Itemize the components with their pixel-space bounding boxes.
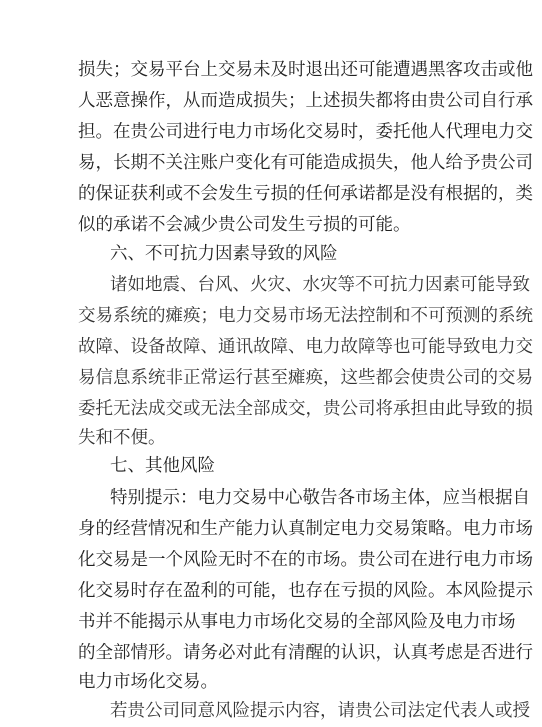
paragraph-3-line-5: 书并不能揭示从事电力市场化交易的全部风险及电力市场: [78, 612, 516, 632]
paragraph-3-line-1: 特别提示：电力交易中心敬告各市场主体，应当根据自: [110, 488, 530, 508]
paragraph-1-line-2: 人恶意操作，从而造成损失；上述损失都将由贵公司自行承: [78, 91, 533, 111]
paragraph-3-line-6: 的全部情形。请务必对此有清醒的认识，认真考虑是否进行: [78, 643, 533, 663]
paragraph-3-line-7: 电力市场化交易。: [78, 672, 218, 692]
paragraph-3-line-2: 身的经营情况和生产能力认真制定电力交易策略。电力市场: [78, 519, 533, 539]
paragraph-1-line-3: 担。在贵公司进行电力市场化交易时，委托他人代理电力交: [78, 122, 533, 142]
section-heading-force-majeure: 六、不可抗力因素导致的风险: [110, 244, 338, 264]
paragraph-2-line-6: 失和不便。: [78, 428, 166, 448]
paragraph-1-line-5: 的保证获利或不会发生亏损的任何承诺都是没有根据的，类: [78, 184, 533, 204]
paragraph-3-line-3: 化交易是一个风险无时不在的市场。贵公司在进行电力市场: [78, 550, 533, 570]
paragraph-2-line-5: 委托无法成交或无法全部成交，贵公司将承担由此导致的损: [78, 399, 533, 419]
paragraph-2-line-1: 诸如地震、台风、火灾、水灾等不可抗力因素可能导致: [110, 275, 530, 295]
paragraph-1-line-4: 易，长期不关注账户变化有可能造成损失，他人给予贵公司: [78, 153, 533, 173]
paragraph-2-line-4: 易信息系统非正常运行甚至瘫痪，这些都会使贵公司的交易: [78, 368, 533, 388]
paragraph-1-line-6: 似的承诺不会减少贵公司发生亏损的可能。: [78, 215, 411, 235]
paragraph-1-line-1: 损失；交易平台上交易未及时退出还可能遭遇黑客攻击或他: [78, 60, 533, 80]
paragraph-4-line-1: 若贵公司同意风险提示内容，请贵公司法定代表人或授: [110, 701, 530, 721]
paragraph-3-line-4: 化交易时存在盈利的可能，也存在亏损的风险。本风险提示: [78, 581, 533, 601]
section-heading-other-risks: 七、其他风险: [110, 456, 215, 476]
paragraph-2-line-2: 交易系统的瘫痪；电力交易市场无法控制和不可预测的系统: [78, 306, 533, 326]
paragraph-2-line-3: 故障、设备故障、通讯故障、电力故障等也可能导致电力交: [78, 337, 533, 357]
